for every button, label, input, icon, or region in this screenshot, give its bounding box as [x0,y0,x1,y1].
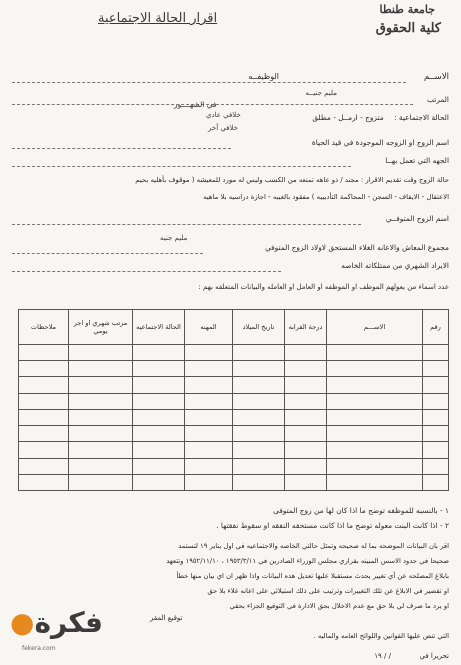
pension-label: مجموع المعاش والاعانه الغلاء المستحق لاولاد الزوج المتوفي [264,243,449,252]
table-cell [327,361,423,377]
name-label: الاســم [424,72,449,82]
table-cell [423,393,449,409]
table-cell [423,361,449,377]
table-cell [285,442,327,458]
handwritten-note-2: خلافي آخر [208,124,239,132]
declaration-line-6: التي تنص عليها القوانين واللوائح العامه والماليه . [313,632,449,640]
declaration-line-1: اقر بان البيانات الموضحه بما له صحيحه وتمثل حالتي الخاصه والاجتماعيه في اول يناير ١٩ لتستمد [178,542,449,550]
status-line-1: حالة الزوج وقت تقديم الاقرار : مجند / ذو عاهه تمنعه من الكسب وليس له مورد للمعيشه ( موقوف بأهليه بحيم [135,176,449,184]
table-cell [69,409,133,425]
status-line-2: الاعتقال - الايقاف - السجن - المحاكمة التأديبيه ) مفقود بالغيبه - اجازة دراسيه بلا ماهيه [203,193,449,201]
table-cell [69,361,133,377]
pension-row [12,243,449,253]
table-cell [133,345,185,361]
col-birthdate-header: تاريخ الميلاد [233,310,285,345]
declaration-line-5: او يرد ما صرف لي بلا حق مع عدم الاخلال بحق الادارة في التوقيع الجزاء بحقي [229,602,449,610]
income-line [12,271,281,272]
table-cell [185,345,233,361]
table-cell [233,377,285,393]
table-cell [185,426,233,442]
date-value: / / ١٩ [374,652,391,660]
table-cell [233,426,285,442]
table-cell [185,377,233,393]
declaration-line-4: او تقصير في الابلاغ عن تلك التغييرات وترتيب على ذلك استيلائي على اعانه غلاء بلا حق [207,587,449,595]
watermark-url: fekera.com [22,645,56,652]
handwritten-note-1: خلافي عادي [206,111,241,119]
job-label: الوظيفــه [248,72,279,81]
table-cell [185,442,233,458]
col-relation-header: درجة القرابه [285,310,327,345]
employer-label: الجهه التي تعمل بهــا [385,156,449,165]
col-name-header: الاســـم [327,310,423,345]
table-cell [69,393,133,409]
signature-label: توقيع المقر [150,614,183,622]
date-label: تحريرا في [419,652,449,660]
spouse-label: اسم الزوج او الزوجه الموجودة في قيد الحياة [311,138,449,147]
table-cell [233,458,285,474]
table-cell [133,458,185,474]
salary-value: مليم جنيــه [305,89,337,97]
table-cell [285,474,327,490]
table-cell [327,345,423,361]
table-row [19,393,449,409]
declaration-line-2: صحيحا في حدود الاسس المبينه بقراري مجلس الوزراء الصادرين في ١٩٥٣/٣/١١ ، ١٩٥٢/١١/١٠ وتتعهد [166,557,449,565]
table-cell [19,474,69,490]
table-cell [285,458,327,474]
table-cell [423,426,449,442]
table-cell [285,377,327,393]
table-cell [423,409,449,425]
pension-line [12,253,203,254]
col-notes-header: ملاحظات [19,310,69,345]
table-cell [19,409,69,425]
col-salary-header: مرتب شهري او اجر يومي [69,310,133,345]
table-cell [327,409,423,425]
since-label: في الشهــــور [174,100,217,109]
table-cell [69,474,133,490]
deceased-line [12,224,361,225]
marital-label: الحالة الاجتماعية : [394,113,449,122]
marital-options: متزوج - ارمــل - مطلق [312,113,384,122]
employer-line [12,166,351,167]
dependents-table [18,309,449,491]
table-row [19,458,449,474]
table-cell [233,409,285,425]
table-cell [185,361,233,377]
table-cell [69,377,133,393]
table-cell [285,345,327,361]
table-row [19,474,449,490]
watermark-logo [10,606,103,639]
table-cell [233,393,285,409]
table-cell [69,426,133,442]
table-cell [285,409,327,425]
deceased-row [12,214,449,224]
form-title: اقرار الحالة الاجتماعية [98,11,218,26]
dependents-intro: عدد اسماء من يعولهم الموظف او الموظفه او العامل او العامله والبيانات المتعلقه بهم : [198,283,449,291]
table-cell [285,361,327,377]
table-row [19,345,449,361]
faculty-name: كلية الحقوق [375,21,441,36]
declaration-line-3: بابلاغ المصلحه عن أي تغيير يحدث مستقبلا عليها تعديل هذه البيانات واذا ظهر ان اي بيان منها خطأ [176,572,449,580]
table-body [19,345,449,491]
table-cell [423,474,449,490]
col-social-status-header: الحالة الاجتماعيه [133,310,185,345]
table-cell [133,474,185,490]
table-cell [423,458,449,474]
table-cell [133,409,185,425]
table-cell [233,345,285,361]
table-cell [327,426,423,442]
name-row [12,72,449,82]
pension-value: مليم جنيه [160,234,188,242]
table-cell [233,474,285,490]
col-number-header: رقم [423,310,449,345]
table-cell [185,458,233,474]
footnote-1: ١ - بالنسبه للموظفه توضح ما اذا كان لها من زوج المتوفى [273,506,449,515]
table-row [19,409,449,425]
table-cell [185,393,233,409]
institution-name: جامعة طنطا [379,3,435,16]
table-row [19,361,449,377]
table-cell [423,345,449,361]
income-label: الايراد الشهري من ممتلكاته الخاصه [341,261,449,270]
table-cell [19,393,69,409]
name-line [12,82,406,83]
table-row [19,442,449,458]
table-cell [133,426,185,442]
table-cell [327,474,423,490]
table-row [19,377,449,393]
salary-label: المرتب [427,95,449,104]
table-cell [233,361,285,377]
income-row [12,261,449,271]
table-header-row [19,310,449,345]
table-cell [133,361,185,377]
table-cell [285,426,327,442]
footnote-2: ٢ - اذا كانت البنت معوله توضح ما اذا كانت مستحقه النفقه او سقوط نفقتها . [216,521,449,530]
deceased-label: اسم الزوج المتوفــي [385,214,449,223]
table-cell [133,377,185,393]
table-cell [133,442,185,458]
table-cell [19,377,69,393]
watermark-text: فكرة [34,606,104,639]
table-cell [19,426,69,442]
table-row [19,426,449,442]
table-cell [69,458,133,474]
col-profession-header: المهنه [185,310,233,345]
table-cell [285,393,327,409]
spouse-line [12,148,231,149]
table-cell [19,345,69,361]
table-cell [233,442,285,458]
watermark-dot-icon: ● [10,606,35,639]
spouse-row [12,138,449,148]
employer-row [12,156,449,166]
table-cell [133,393,185,409]
table-cell [69,442,133,458]
table-cell [423,442,449,458]
table-cell [327,442,423,458]
table-cell [19,458,69,474]
table-cell [185,474,233,490]
table-cell [327,393,423,409]
table-cell [19,361,69,377]
table-cell [423,377,449,393]
table-cell [327,458,423,474]
table-cell [327,377,423,393]
table-cell [185,409,233,425]
table-cell [19,442,69,458]
table-cell [69,345,133,361]
